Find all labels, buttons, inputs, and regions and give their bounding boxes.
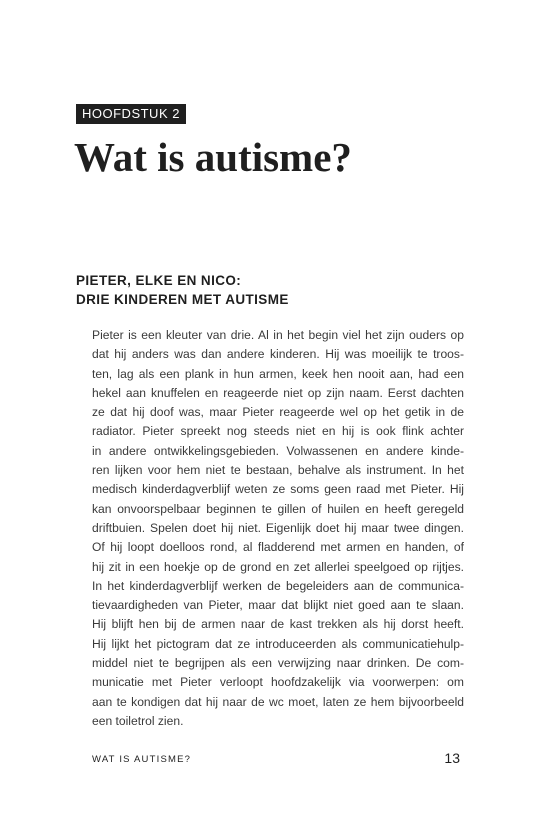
section-heading: [76, 271, 456, 309]
body-line: driftbuien. Spelen doet hij niet. Eigenlijk doet hij maar twee dingen.: [92, 520, 464, 535]
body-line: ren lijken voor hem niet te bestaan, behalve als instrument. In het: [92, 463, 464, 478]
chapter-title: Wat is autisme?: [74, 134, 352, 180]
body-line: Pieter is een kleuter van drie. Al in het begin viel het zijn ouders op: [92, 328, 464, 342]
body-line: kan onvoorspelbaar beginnen te gillen of huilen en heeft geregeld: [92, 501, 464, 516]
body-line: in andere ontwikkelingsgebieden. Volwassenen en andere kinde-: [92, 443, 464, 458]
body-line: ten, lag als een plank in hun armen, keek hen nooit aan, had een: [92, 366, 464, 381]
body-line: ze dat hij doof was, maar Pieter reageerde wel op het getik in de: [92, 405, 464, 420]
body-line: hekel aan knuffelen en reageerde niet op zijn naam. Eerst dachten: [92, 385, 464, 400]
body-line: aan te kondigen dat hij naar de wc moet, laten ze hem bijvoorbeeld: [92, 694, 464, 709]
body-line: een toiletrol zien.: [92, 713, 184, 728]
chapter-label: HOOFDSTUK 2: [76, 104, 186, 124]
page-number: 13: [444, 750, 460, 766]
body-line: medisch kinderdagverblijf weten ze soms geen raad met Pieter. Hij: [92, 482, 464, 497]
body-line: tievaardigheden van Pieter, maar dat blijkt niet goed aan te slaan.: [92, 598, 464, 613]
body-line: hij zit in een hoekje op de grond en zet allerlei speelgoed op rijtjes.: [92, 559, 464, 574]
body-paragraph: [92, 326, 464, 731]
section-heading-line: DRIE KINDEREN MET AUTISME: [76, 292, 289, 307]
body-line: Hij blijft hen bij de armen naar de kast trekken als hij dorst heeft.: [92, 617, 464, 632]
body-line: municatie met Pieter verloopt hoofdzakelijk via voorwerpen: om: [92, 675, 464, 690]
body-line: middel niet te begrijpen als een verwijzing naar drinken. De com-: [92, 656, 464, 671]
body-line: Hij lijkt het pictogram dat ze introduceerden als communicatiehulp-: [92, 636, 464, 651]
running-footer-title: WAT IS AUTISME?: [92, 754, 192, 765]
body-line: Of hij loopt doelloos rond, al fladderend met armen en handen, of: [92, 540, 464, 555]
body-line: dat hij anders was dan andere kinderen. Hij was moeilijk te troos-: [92, 347, 464, 362]
section-heading-line: PIETER, ELKE EN NICO:: [76, 273, 242, 288]
body-line: In het kinderdagverblijf werken de begeleiders aan de communica-: [92, 578, 464, 593]
body-line: radiator. Pieter spreekt nog steeds niet en hij is ook flink achter: [92, 424, 464, 439]
